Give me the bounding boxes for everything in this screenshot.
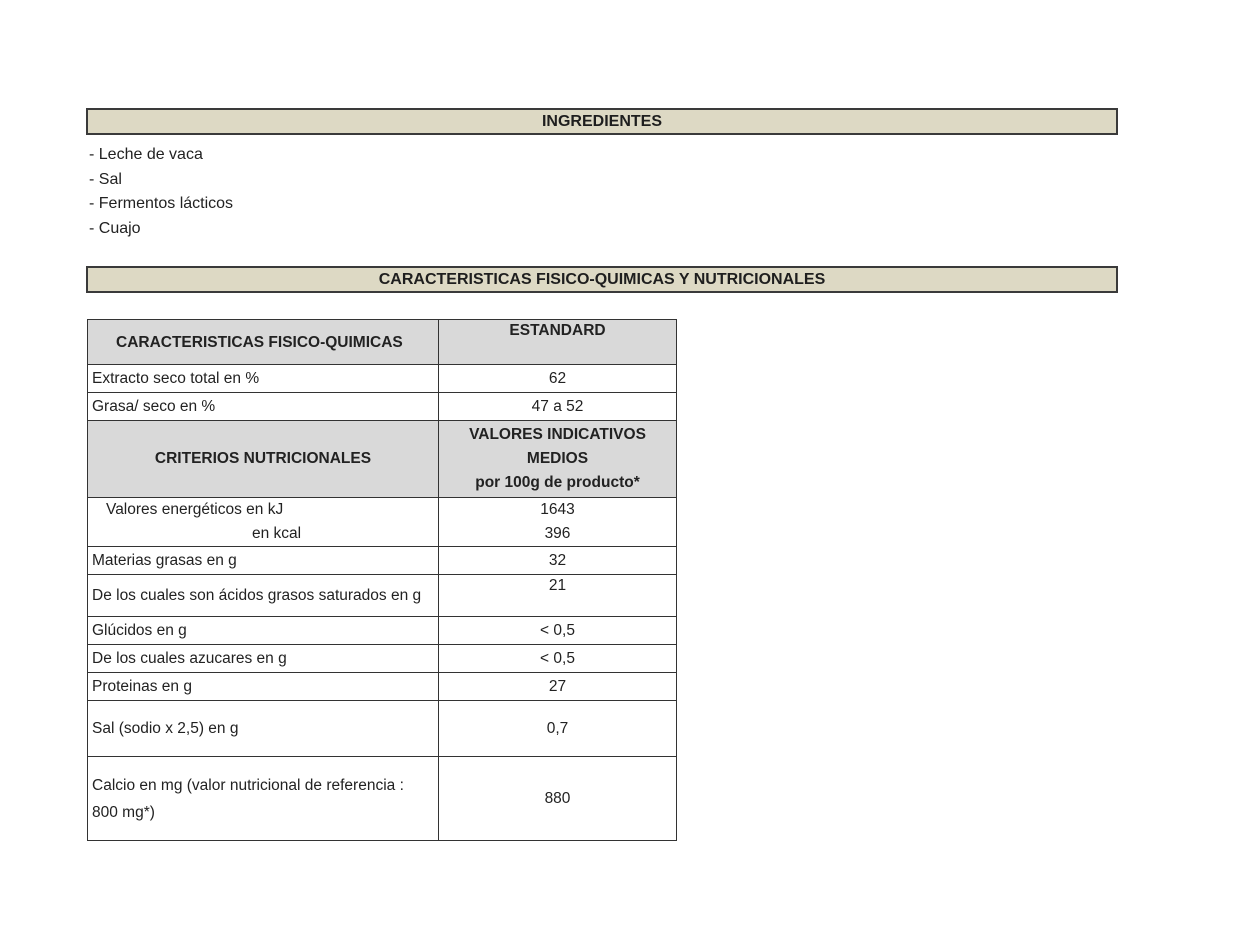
ingredient-item: - Leche de vaca [89, 146, 203, 163]
row-value: 32 [439, 547, 677, 575]
ingredients-list [89, 143, 233, 242]
table-row [88, 701, 677, 757]
row-value: < 0,5 [439, 617, 677, 645]
ingredients-section-header: INGREDIENTES [86, 108, 1118, 135]
physchem-header-value: ESTANDARD [439, 320, 677, 365]
nutrition-header-line: MEDIOS [526, 450, 589, 467]
row-label: Proteinas en g [88, 673, 439, 701]
row-label: Calcio en mg (valor nutricional de referencia : 800 mg*) [88, 757, 439, 841]
row-value: 47 a 52 [439, 393, 677, 421]
row-label: De los cuales azucares en g [88, 645, 439, 673]
ingredient-item: - Cuajo [89, 220, 141, 238]
nutrition-table [87, 319, 677, 841]
row-label: Extracto seco total en % [88, 365, 439, 393]
row-value: 21 [439, 575, 677, 617]
row-value: 27 [439, 673, 677, 701]
energy-kj-label: Valores energéticos en kJ [106, 501, 284, 518]
table-row [88, 673, 677, 701]
row-label: Glúcidos en g [88, 617, 439, 645]
row-label: Grasa/ seco en % [88, 393, 439, 421]
physchem-header-row [88, 320, 677, 365]
nutrition-header-line: por 100g de producto* [475, 474, 640, 491]
table-row [88, 575, 677, 617]
table-row [88, 547, 677, 575]
row-value: < 0,5 [439, 645, 677, 673]
table-row [88, 617, 677, 645]
row-label: De los cuales son ácidos grasos saturados en g [88, 575, 439, 617]
nutrition-header-value [439, 421, 677, 498]
table-row [88, 393, 677, 421]
energy-value [439, 498, 677, 547]
nutrition-header-row [88, 421, 677, 498]
energy-label [88, 498, 439, 547]
table-row [88, 365, 677, 393]
ingredient-item: - Sal [89, 170, 122, 188]
table-row [88, 645, 677, 673]
energy-kcal-label: en kcal [252, 525, 302, 542]
row-value: 0,7 [439, 701, 677, 757]
table-row [88, 757, 677, 841]
energy-kcal-value: 396 [544, 525, 571, 542]
physchem-header-label: CARACTERISTICAS FISICO-QUIMICAS [88, 320, 439, 365]
characteristics-section-header: CARACTERISTICAS FISICO-QUIMICAS Y NUTRICIONALES [86, 266, 1118, 293]
energy-row [88, 498, 677, 547]
row-label: Sal (sodio x 2,5) en g [88, 701, 439, 757]
ingredient-item: - Fermentos lácticos [89, 195, 234, 213]
row-label: Materias grasas en g [88, 547, 439, 575]
row-value: 62 [439, 365, 677, 393]
row-value: 880 [439, 757, 677, 841]
energy-kj-value: 1643 [540, 501, 575, 518]
nutrition-header-label: CRITERIOS NUTRICIONALES [88, 421, 439, 498]
nutrition-header-line: VALORES INDICATIVOS [469, 426, 646, 443]
